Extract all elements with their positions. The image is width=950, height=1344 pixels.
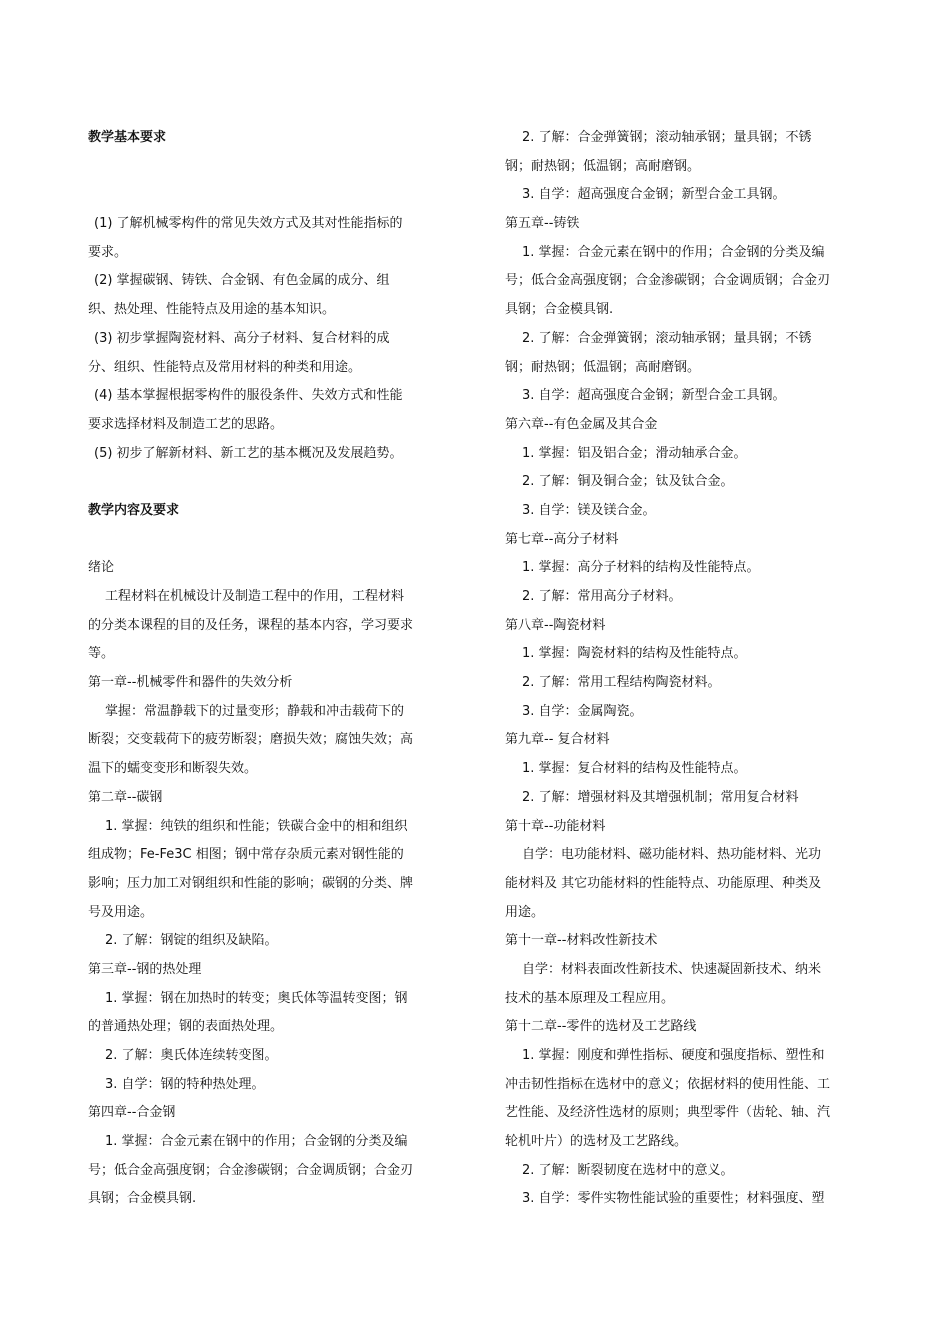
body-line: 2. 了解：钢锭的组织及缺陷。: [105, 933, 278, 949]
body-line: 的普通热处理；钢的表面热处理。: [88, 1019, 284, 1035]
chapter-title-10: 第十章--功能材料: [505, 818, 606, 834]
body-line: 艺性能、及经济性选材的原则；典型零件（齿轮、轴、汽: [505, 1105, 831, 1121]
body-line: 钢；耐热钢；低温钢；高耐磨钢。: [505, 359, 701, 375]
body-line: 2. 了解：常用工程结构陶瓷材料。: [522, 675, 721, 691]
requirement-line: (1) 了解机械零构件的常见失效方式及其对性能指标的: [94, 216, 403, 232]
requirement-line: 要求。: [88, 244, 128, 260]
requirement-line: (3) 初步掌握陶瓷材料、高分子材料、复合材料的成: [94, 330, 390, 346]
chapter-title-6: 第六章--有色金属及其合金: [505, 416, 658, 432]
body-line: 2. 了解：奥氏体连续转变图。: [105, 1048, 278, 1064]
body-line: 掌握：常温静载下的过量变形；静载和冲击载荷下的: [105, 703, 405, 719]
chapter-title-3: 第三章--钢的热处理: [88, 961, 202, 977]
body-line: 断裂；交变载荷下的疲劳断裂；磨损失效；腐蚀失效；高: [88, 732, 414, 748]
body-line: 2. 了解：增强材料及其增强机制；常用复合材料: [522, 789, 799, 805]
body-line: 1. 掌握：合金元素在钢中的作用；合金钢的分类及编: [522, 244, 825, 260]
body-line: 2. 了解：断裂韧度在选材中的意义。: [522, 1162, 734, 1178]
body-line: 能材料及 其它功能材料的性能特点、功能原理、种类及: [505, 875, 822, 891]
body-line: 3. 自学：超高强度合金钢；新型合金工具钢。: [522, 388, 786, 404]
body-line: 自学：材料表面改性新技术、快速凝固新技术、纳米: [522, 961, 822, 977]
chapter-title-intro: 绪论: [88, 560, 115, 576]
body-line: 3. 自学：镁及镁合金。: [522, 502, 656, 518]
requirement-line: 分、组织、性能特点及常用材料的种类和用途。: [88, 359, 362, 375]
body-line: 自学：电功能材料、磁功能材料、热功能材料、光功: [522, 847, 822, 863]
body-line: 等。: [88, 646, 115, 662]
body-line: 1. 掌握：铝及铝合金；滑动轴承合金。: [522, 445, 747, 461]
left-column: [88, 124, 450, 1214]
section-heading-content: 教学内容及要求: [88, 502, 180, 518]
body-line: 1. 掌握：钢在加热时的转变；奥氏体等温转变图；钢: [105, 990, 408, 1006]
chapter-title-7: 第七章--高分子材料: [505, 531, 619, 547]
chapter-title-1: 第一章--机械零件和器件的失效分析: [88, 675, 293, 691]
body-line: 1. 掌握：合金元素在钢中的作用；合金钢的分类及编: [105, 1134, 408, 1150]
body-line: 1. 掌握：纯铁的组织和性能；铁碳合金中的相和组织: [105, 818, 408, 834]
body-line: 的分类本课程的目的及任务，课程的基本内容，学习要求: [88, 617, 414, 633]
body-line: 号；低合金高强度钢；合金渗碳钢；合金调质钢；合金刃: [88, 1162, 414, 1178]
body-line: 1. 掌握：刚度和弹性指标、硬度和强度指标、塑性和: [522, 1048, 825, 1063]
requirement-line: (2) 掌握碳钢、铸铁、合金钢、有色金属的成分、组: [94, 273, 390, 289]
body-line: 2. 了解：合金弹簧钢；滚动轴承钢；量具钢；不锈: [522, 330, 812, 346]
body-line: 2. 了解：常用高分子材料。: [522, 589, 682, 604]
body-line: 2. 了解：合金弹簧钢；滚动轴承钢；量具钢；不锈: [522, 130, 812, 145]
body-line: 2. 了解：铜及铜合金；钛及钛合金。: [522, 474, 734, 490]
section-heading-requirements: 教学基本要求: [88, 130, 167, 145]
body-line: 冲击韧性指标在选材中的意义；依据材料的使用性能、工: [505, 1076, 831, 1092]
body-line: 号；低合金高强度钢；合金渗碳钢；合金调质钢；合金刃: [505, 273, 831, 289]
body-line: 组成物；Fe-Fe3C 相图；钢中常存杂质元素对钢性能的: [88, 847, 404, 863]
requirement-line: 要求选择材料及制造工艺的思路。: [88, 416, 284, 432]
body-line: 用途。: [505, 904, 545, 920]
body-line: 1. 掌握：陶瓷材料的结构及性能特点。: [522, 646, 747, 662]
body-line: 号及用途。: [88, 904, 154, 920]
requirement-line: (4) 基本掌握根据零构件的服役条件、失效方式和性能: [94, 388, 403, 404]
requirement-line: (5) 初步了解新材料、新工艺的基本概况及发展趋势。: [94, 445, 403, 461]
chapter-title-9: 第九章-- 复合材料: [505, 732, 610, 748]
body-line: 钢；耐热钢；低温钢；高耐磨钢。: [505, 158, 701, 174]
right-column: [505, 124, 865, 1214]
body-line: 工程材料在机械设计及制造工程中的作用，工程材料: [105, 589, 405, 605]
chapter-title-11: 第十一章--材料改性新技术: [505, 933, 658, 949]
chapter-title-5: 第五章--铸铁: [505, 216, 580, 232]
body-line: 技术的基本原理及工程应用。: [505, 990, 675, 1006]
body-line: 3. 自学：金属陶瓷。: [522, 703, 643, 719]
chapter-title-2: 第二章--碳钢: [88, 789, 163, 805]
requirement-line: 织、热处理、性能特点及用途的基本知识。: [88, 302, 336, 318]
body-line: 温下的蠕变变形和断裂失效。: [88, 761, 258, 777]
body-line: 具钢；合金模具钢.: [505, 302, 614, 318]
body-line: 轮机叶片）的选材及工艺路线。: [505, 1134, 688, 1150]
body-line: 影响；压力加工对钢组织和性能的影响；碳钢的分类、牌: [88, 875, 414, 891]
body-line: 1. 掌握：高分子材料的结构及性能特点。: [522, 560, 760, 576]
chapter-title-8: 第八章--陶瓷材料: [505, 617, 606, 633]
body-line: 3. 自学：钢的特种热处理。: [105, 1076, 265, 1092]
body-line: 3. 自学：超高强度合金钢；新型合金工具钢。: [522, 187, 786, 203]
body-line: 1. 掌握：复合材料的结构及性能特点。: [522, 761, 747, 777]
chapter-title-4: 第四章--合金钢: [88, 1105, 176, 1121]
body-line: 3. 自学：零件实物性能试验的重要性；材料强度、塑: [522, 1191, 825, 1207]
body-line: 具钢；合金模具钢.: [88, 1191, 197, 1207]
chapter-title-12: 第十二章--零件的选材及工艺路线: [505, 1019, 697, 1035]
